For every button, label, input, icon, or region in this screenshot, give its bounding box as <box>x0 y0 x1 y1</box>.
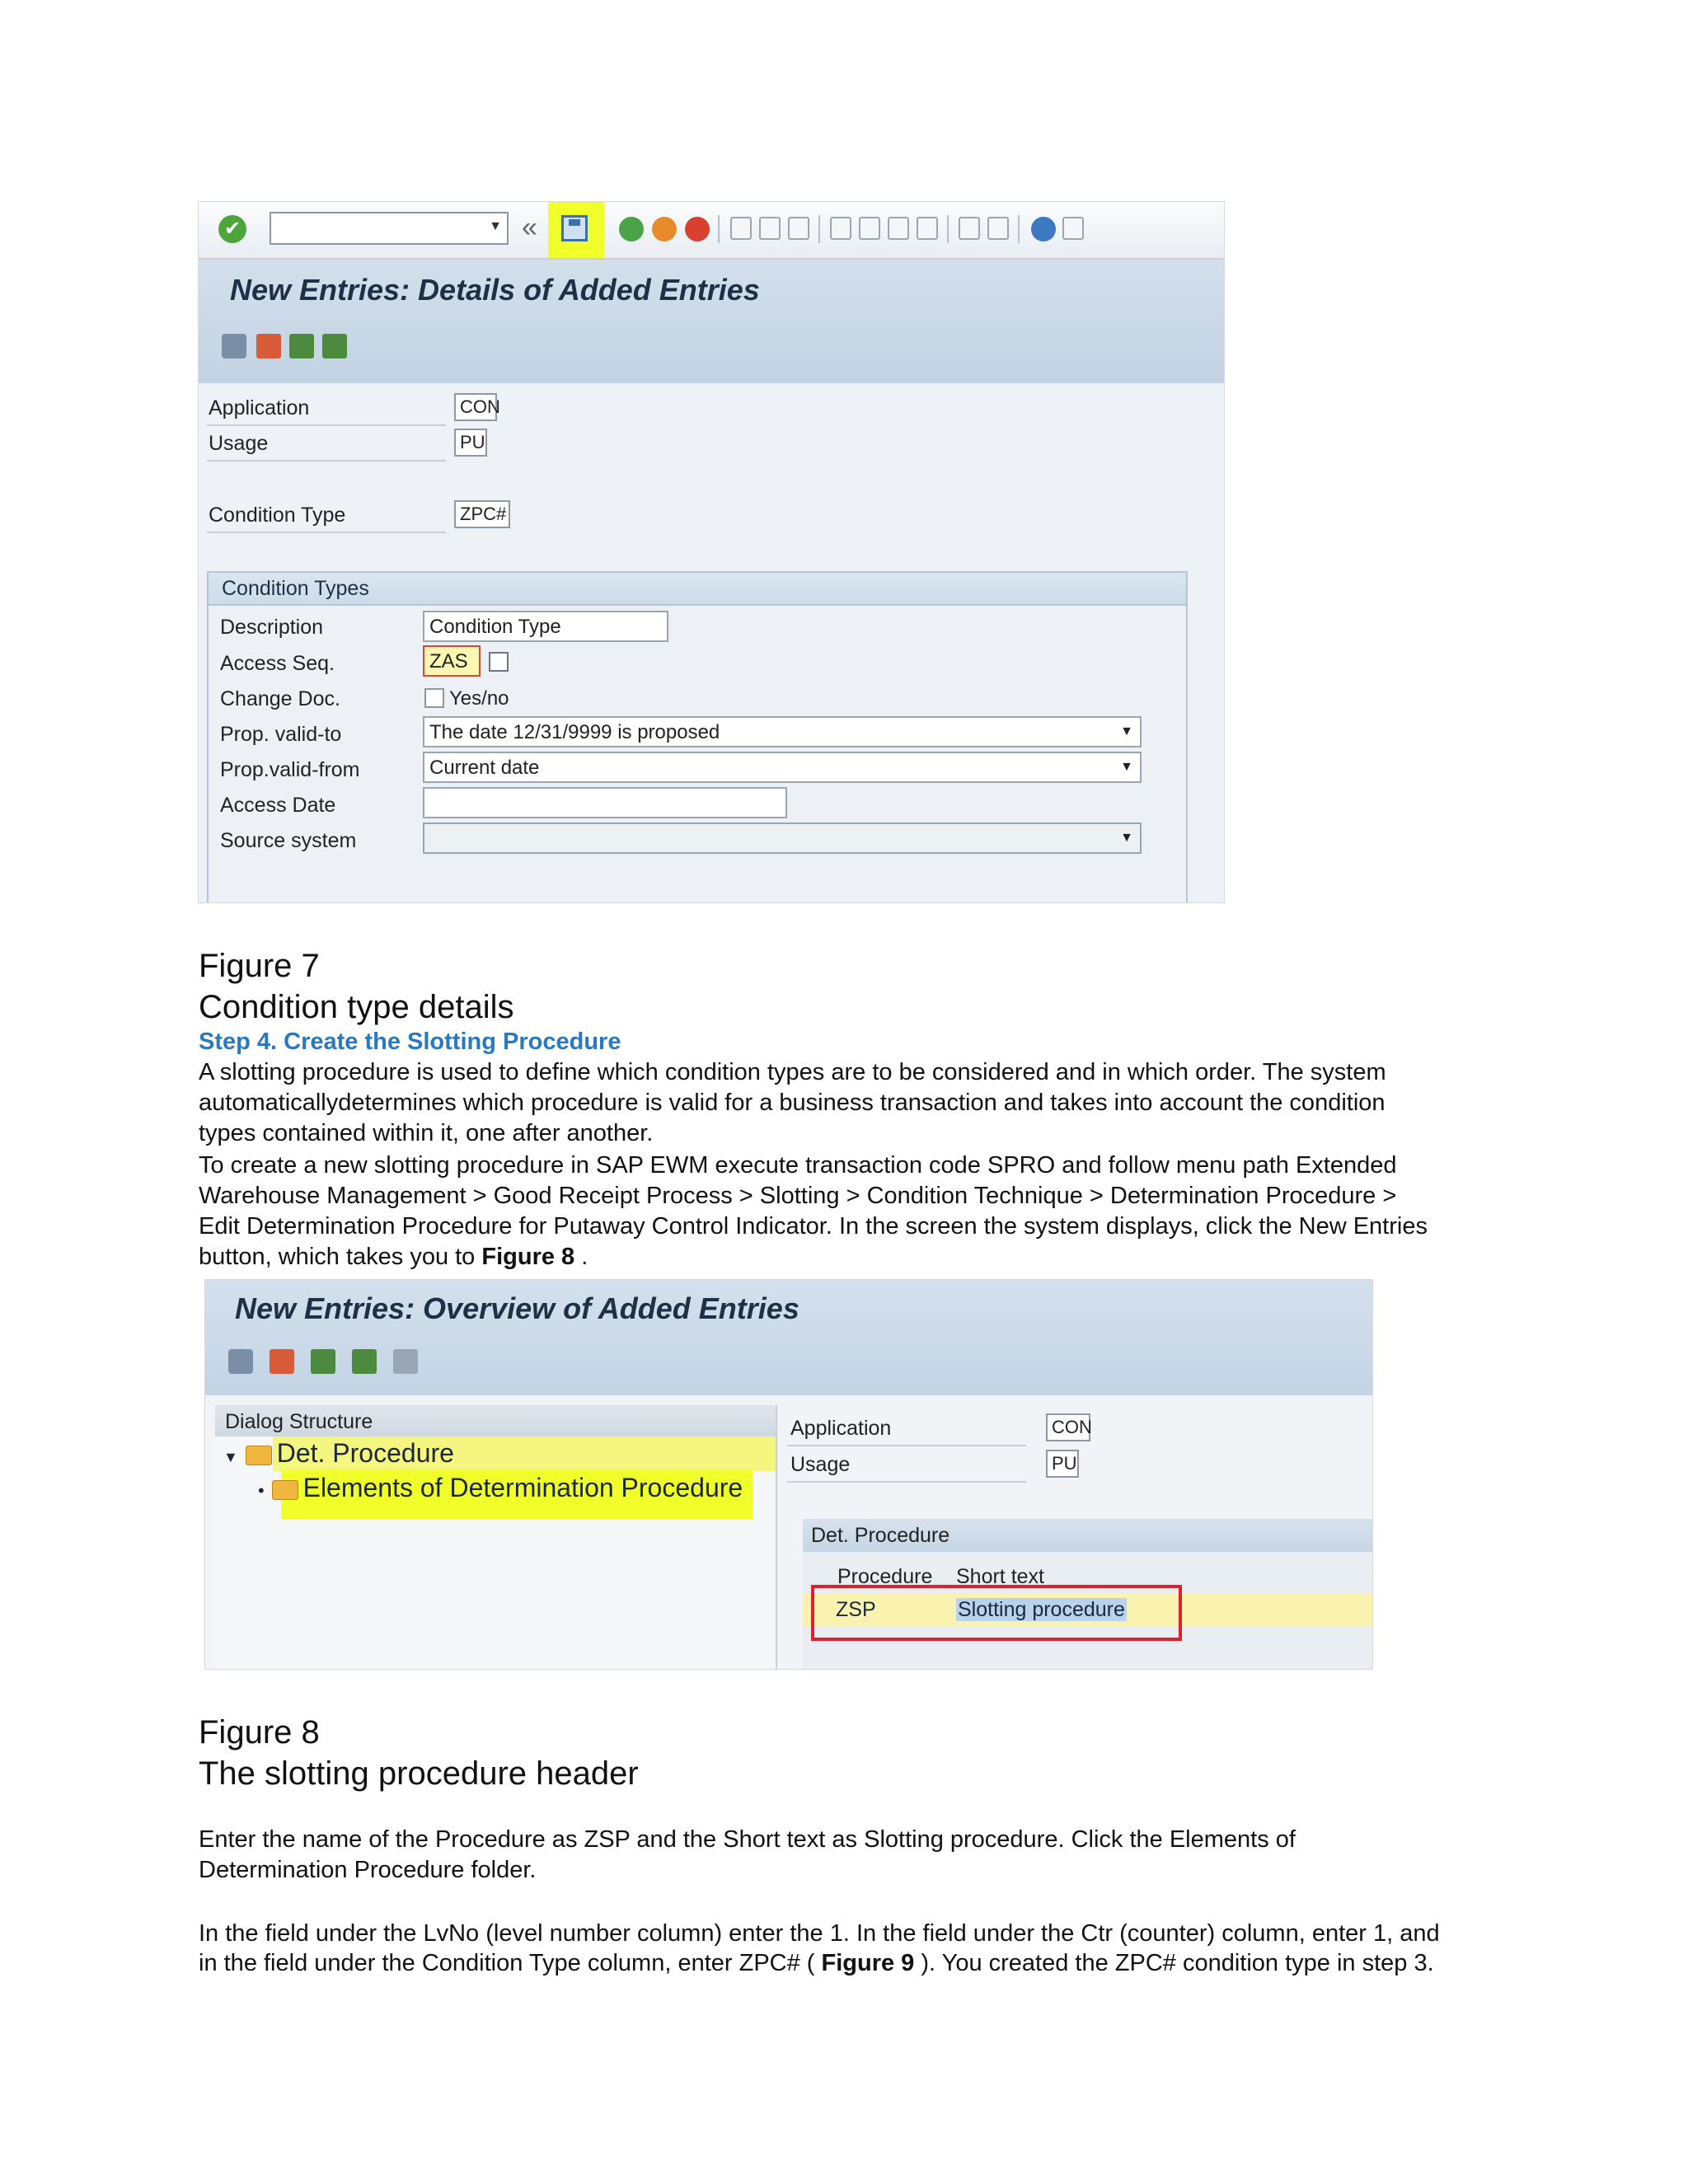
last-page-icon[interactable] <box>917 217 938 240</box>
save-icon[interactable] <box>561 215 588 241</box>
paragraph-1-line-3: types contained within it, one after another. <box>199 1120 654 1146</box>
chevron-down-icon: ▼ <box>1120 724 1133 738</box>
new-session-icon[interactable] <box>959 217 980 240</box>
figure-8-number: Figure 8 <box>199 1714 320 1750</box>
expand-arrow-icon[interactable]: ▼ <box>223 1449 238 1465</box>
value-help-icon[interactable] <box>489 652 509 672</box>
deselect-all-icon[interactable] <box>393 1349 418 1374</box>
select-all-icon[interactable] <box>311 1349 335 1374</box>
figure-7-screenshot <box>198 201 1225 903</box>
condition-types-group <box>207 571 1188 903</box>
access-date-label: Access Date <box>220 794 336 817</box>
folder-icon <box>272 1480 298 1500</box>
tree-node-elements[interactable] <box>258 1473 743 1503</box>
title-area <box>199 260 1224 383</box>
back-icon[interactable] <box>619 217 644 241</box>
previous-entry-icon[interactable] <box>289 334 314 359</box>
paragraph-3-line-1: Enter the name of the Procedure as ZSP and the Short text as Slotting procedure. Click the Elements of <box>199 1826 1296 1853</box>
help-icon[interactable] <box>1031 217 1056 241</box>
group-header <box>209 573 1186 606</box>
access-date-field[interactable] <box>423 787 787 818</box>
figure-8-screenshot <box>204 1279 1373 1670</box>
collapse-arrow-icon[interactable]: « <box>522 212 537 243</box>
previous-page-icon[interactable] <box>859 217 880 240</box>
delete-row-icon[interactable] <box>256 334 281 359</box>
toolbar-separator <box>718 215 720 243</box>
chevron-down-icon: ▼ <box>489 219 502 233</box>
sap-toolbar <box>199 202 1224 260</box>
prop-valid-to-value: The date 12/31/9999 is proposed <box>429 721 720 743</box>
usage-field[interactable]: PU <box>1046 1450 1079 1478</box>
next-entry-icon[interactable] <box>322 334 347 359</box>
display-change-icon[interactable] <box>228 1349 253 1374</box>
change-doc-option-label: Yes/no <box>449 687 509 710</box>
open-folder-icon <box>246 1446 272 1465</box>
toolbar-separator <box>1018 215 1020 243</box>
paragraph-2-line-1: To create a new slotting procedure in SAP EWM execute transaction code SPRO and follow menu path Extended <box>199 1152 1397 1179</box>
paragraph-4-line-1: In the field under the LvNo (level number column) enter the 1. In the field under the Ctr (counter) column, enter 1, and <box>199 1920 1440 1947</box>
application-field[interactable]: CON <box>1046 1413 1090 1441</box>
paragraph-3-line-2: Determination Procedure folder. <box>199 1857 537 1883</box>
command-field[interactable] <box>270 212 509 245</box>
paragraph-2-line-4 <box>199 1242 588 1272</box>
dialog-structure-header <box>215 1405 776 1436</box>
paragraph-1-line-2: automaticallydetermines which procedure is valid for a business transaction and takes into account the condition <box>199 1090 1386 1116</box>
application-field[interactable]: CON <box>454 393 497 421</box>
short-text-value: Slotting procedure <box>958 1598 1125 1621</box>
find-next-icon[interactable] <box>788 217 809 240</box>
description-label: Description <box>220 616 324 639</box>
figure-9-reference: Figure 9 <box>821 1950 915 1976</box>
delete-row-icon[interactable] <box>270 1349 294 1374</box>
dialog-structure-title: Dialog Structure <box>225 1410 373 1433</box>
paragraph-1-line-1: A slotting procedure is used to define which condition types are to be considered and in which order. The system <box>199 1059 1386 1085</box>
application-label: Application <box>790 1417 892 1440</box>
access-seq-label: Access Seq. <box>220 652 335 675</box>
text-run: ). You created the ZPC# condition type in step 3. <box>914 1950 1434 1976</box>
select-block-icon[interactable] <box>352 1349 377 1374</box>
figure-8-caption: The slotting procedure header <box>199 1755 639 1792</box>
description-field[interactable]: Condition Type <box>423 611 668 642</box>
figure-7-number: Figure 7 <box>199 948 320 984</box>
tree-node-det-procedure[interactable] <box>223 1438 454 1469</box>
shortcut-icon[interactable] <box>987 217 1009 240</box>
label-underline <box>207 532 446 533</box>
condition-type-field[interactable]: ZPC# <box>454 500 510 528</box>
change-doc-checkbox[interactable] <box>424 688 444 708</box>
procedure-cell[interactable]: ZSP <box>836 1598 876 1621</box>
usage-label: Usage <box>209 432 269 455</box>
change-doc-label: Change Doc. <box>220 687 340 710</box>
usage-label: Usage <box>790 1453 851 1476</box>
toolbar-separator <box>947 215 949 243</box>
prop-valid-to-select[interactable] <box>423 716 1142 748</box>
prop-valid-from-select[interactable] <box>423 752 1142 783</box>
group-title: Condition Types <box>222 577 369 600</box>
source-system-label: Source system <box>220 829 357 852</box>
chevron-down-icon: ▼ <box>1120 831 1133 845</box>
exit-icon[interactable] <box>652 217 677 241</box>
screen-title: New Entries: Details of Added Entries <box>230 273 760 307</box>
text-run: in the field under the Condition Type column, enter ZPC# ( <box>199 1950 822 1976</box>
step-4-heading: Step 4. Create the Slotting Procedure <box>199 1029 621 1055</box>
tree-node-label: Det. Procedure <box>276 1438 454 1468</box>
first-page-icon[interactable] <box>830 217 851 240</box>
figure-8-reference: Figure 8 <box>481 1244 575 1270</box>
next-page-icon[interactable] <box>888 217 909 240</box>
paragraph-2-line-3: Edit Determination Procedure for Putaway Control Indicator. In the screen the system displays, click the New Entries <box>199 1213 1428 1240</box>
dialog-structure-panel <box>215 1405 777 1670</box>
column-header-procedure[interactable]: Procedure <box>837 1565 933 1588</box>
cancel-icon[interactable] <box>685 217 710 241</box>
usage-field[interactable]: PU <box>454 429 487 457</box>
det-procedure-table <box>803 1519 1373 1670</box>
label-underline <box>207 460 446 462</box>
access-seq-field[interactable]: ZAS <box>423 645 481 677</box>
label-underline <box>787 1481 1026 1483</box>
label-underline <box>207 424 446 426</box>
enter-check-icon[interactable]: ✔ <box>218 215 246 243</box>
label-underline <box>787 1445 1026 1446</box>
paragraph-2-line-2: Warehouse Management > Good Receipt Process > Slotting > Condition Technique > Determination Procedure > <box>199 1183 1397 1209</box>
prop-valid-from-value: Current date <box>429 757 540 779</box>
highlight-box <box>811 1585 1182 1641</box>
text-run: . <box>574 1244 588 1270</box>
paragraph-4-line-2 <box>199 1948 1434 1979</box>
find-icon[interactable] <box>759 217 781 240</box>
chevron-down-icon: ▼ <box>1120 760 1133 774</box>
table-title: Det. Procedure <box>811 1524 950 1547</box>
title-area <box>205 1280 1372 1395</box>
screen-title: New Entries: Overview of Added Entries <box>235 1291 799 1325</box>
tree-node-label: Elements of Determination Procedure <box>302 1473 743 1502</box>
print-icon[interactable] <box>730 217 752 240</box>
layout-menu-icon[interactable] <box>1062 217 1084 240</box>
prop-valid-to-label: Prop. valid-to <box>220 723 342 746</box>
figure-7-caption: Condition type details <box>199 989 514 1025</box>
toolbar-separator <box>818 215 820 243</box>
text-run: button, which takes you to <box>199 1244 482 1270</box>
table-header <box>803 1519 1373 1552</box>
prop-valid-from-label: Prop.valid-from <box>220 758 360 781</box>
column-header-short-text[interactable]: Short text <box>956 1565 1044 1588</box>
bullet-icon: • <box>258 1480 265 1501</box>
display-change-icon[interactable] <box>222 334 246 359</box>
application-label: Application <box>209 396 310 419</box>
condition-type-label: Condition Type <box>209 504 346 527</box>
source-system-select[interactable] <box>423 823 1142 854</box>
